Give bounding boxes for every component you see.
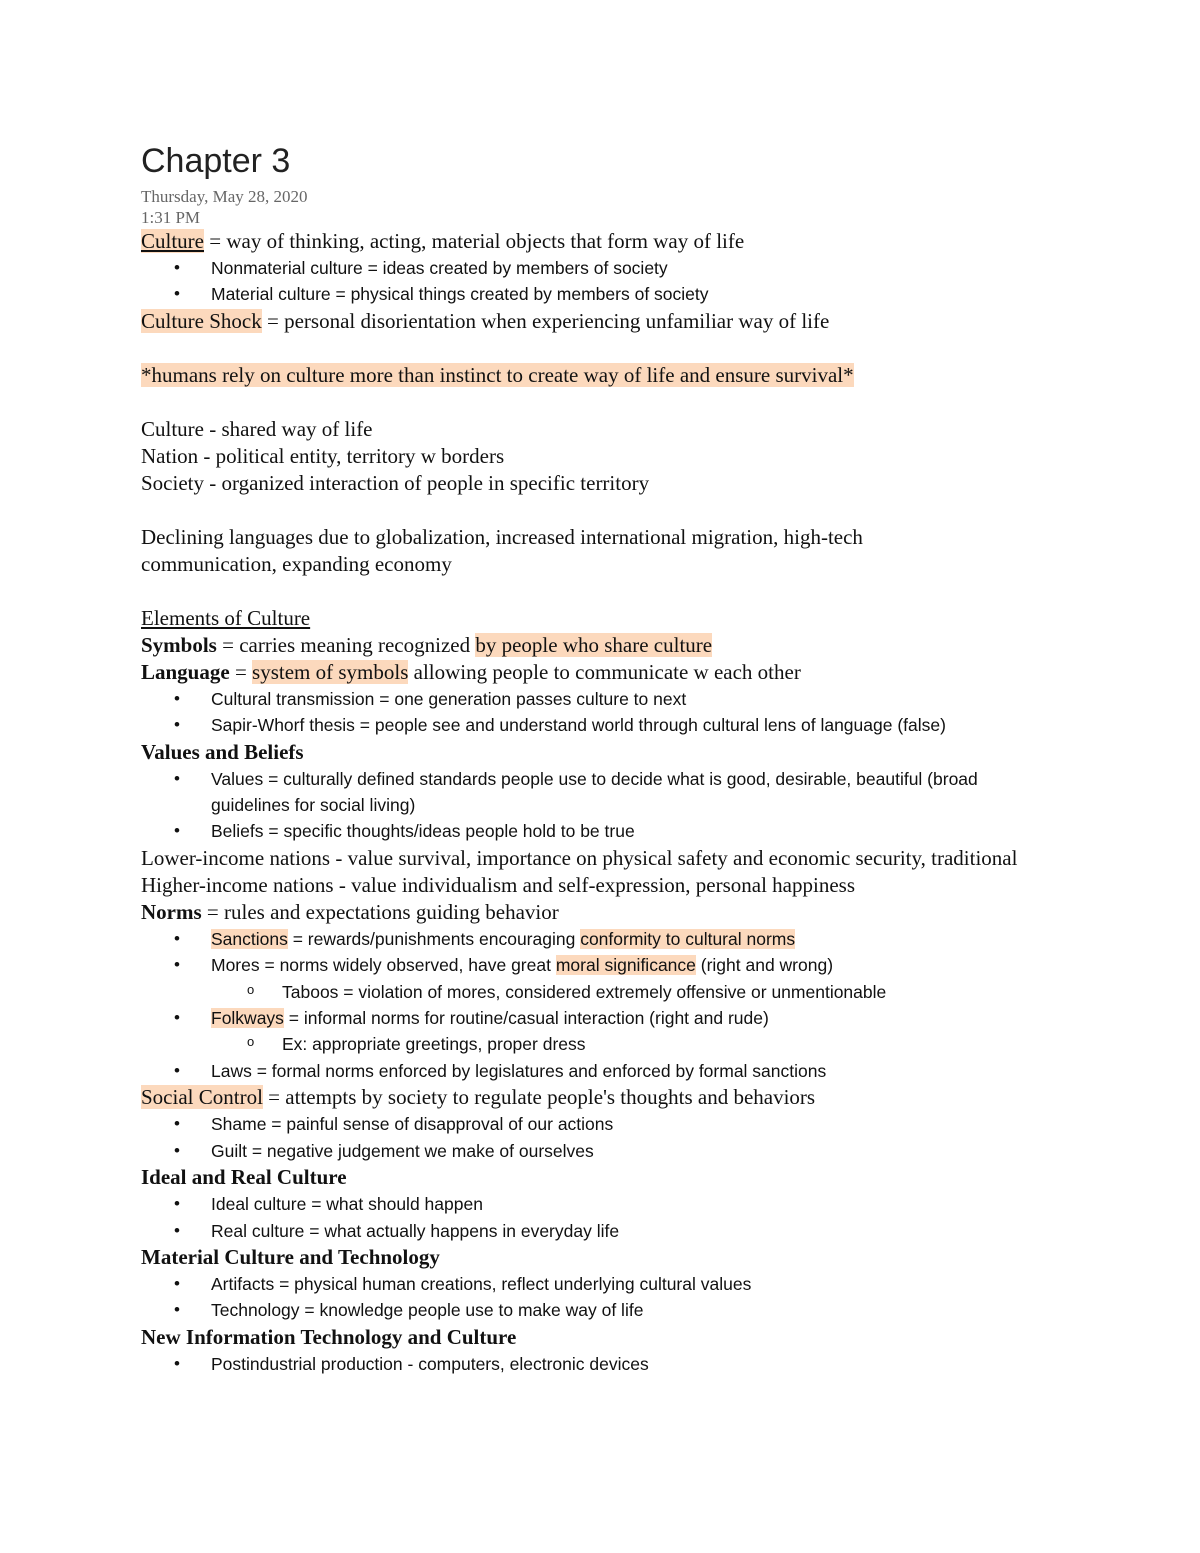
- symbols-highlight: by people who share culture: [475, 632, 713, 657]
- culture-shock-definition: [141, 308, 1141, 335]
- folkways-def: = informal norms for routine/casual interaction (right and rude): [283, 1008, 769, 1029]
- list-item: [141, 1005, 1141, 1031]
- culture-term: Culture: [141, 229, 204, 253]
- folkways-term: Folkways: [211, 1008, 284, 1029]
- sanctions-highlight: conformity to cultural norms: [580, 928, 796, 949]
- social-control-definition: [141, 1084, 1141, 1111]
- culture-definition: [141, 228, 1141, 255]
- list-item: • Artifacts = physical human creations, reflect underlying cultural values: [141, 1271, 1141, 1297]
- norms-term: Norms: [141, 899, 202, 924]
- list-item: • Real culture = what actually happens in everyday life: [141, 1218, 1141, 1244]
- norms-definition: [141, 899, 1141, 926]
- blank-line: [141, 578, 1141, 605]
- list-item: • Values = culturally defined standards people use to decide what is good, desirable, beautiful (broad guidelines for social living): [141, 766, 1051, 819]
- list-item: • Cultural transmission = one generation passes culture to next: [141, 686, 1141, 712]
- note-page: [141, 140, 1141, 1377]
- mores-highlight: moral significance: [555, 955, 696, 976]
- social-control-def: = attempts by society to regulate people's thoughts and behaviors: [262, 1085, 816, 1110]
- list-item: • Material culture = physical things created by members of society: [141, 281, 1141, 307]
- social-control-term: Social Control: [141, 1085, 263, 1110]
- culture-shock-def: = personal disorientation when experiencing unfamiliar way of life: [261, 308, 830, 333]
- note-date: Thursday, May 28, 2020: [141, 187, 308, 206]
- blank-line: [141, 497, 1141, 524]
- list-item: • Technology = knowledge people use to make way of life: [141, 1297, 1141, 1323]
- mores-def-a: Mores = norms widely observed, have great: [211, 955, 556, 976]
- material-heading: Material Culture and Technology: [141, 1244, 440, 1269]
- language-def-b: allowing people to communicate w each other: [408, 659, 801, 684]
- elements-heading: Elements of Culture: [141, 605, 311, 630]
- culture-def: = way of thinking, acting, material objects that form way of life: [204, 229, 745, 253]
- norms-def: = rules and expectations guiding behavior: [201, 899, 559, 924]
- def-nation: Nation - political entity, territory w borders: [141, 443, 505, 468]
- sanctions-def: = rewards/punishments encouraging: [287, 928, 581, 949]
- sub-list-item: o Ex: appropriate greetings, proper dress: [141, 1031, 1141, 1057]
- lower-income: Lower-income nations - value survival, importance on physical safety and economic security, traditional: [141, 845, 1018, 870]
- def-society: Society - organized interaction of people in specific territory: [141, 470, 650, 495]
- ideal-heading: Ideal and Real Culture: [141, 1165, 347, 1190]
- sanctions-term: Sanctions: [211, 928, 288, 949]
- list-item: • Sapir-Whorf thesis = people see and understand world through cultural lens of language (false): [141, 712, 1141, 738]
- symbols-def: = carries meaning recognized: [216, 632, 476, 657]
- list-item: • Beliefs = specific thoughts/ideas people hold to be true: [141, 818, 1141, 844]
- symbols-definition: [141, 632, 1141, 659]
- list-item: • Ideal culture = what should happen: [141, 1191, 1141, 1217]
- def-culture: Culture - shared way of life: [141, 416, 373, 441]
- list-item: • Laws = formal norms enforced by legislatures and enforced by formal sanctions: [141, 1058, 1141, 1084]
- language-definition: [141, 659, 1141, 686]
- language-highlight: system of symbols: [252, 659, 409, 684]
- language-def-a: =: [229, 659, 253, 684]
- list-item: • Nonmaterial culture = ideas created by members of society: [141, 255, 1141, 281]
- list-item: • Shame = painful sense of disapproval of our actions: [141, 1111, 1141, 1137]
- newinfo-heading: New Information Technology and Culture: [141, 1324, 517, 1349]
- declining-languages: Declining languages due to globalization, increased international migration, high-tech communication, expanding economy: [141, 524, 863, 576]
- blank-line: [141, 335, 1141, 362]
- list-item: [141, 926, 1141, 952]
- culture-shock-term: Culture Shock: [141, 308, 262, 333]
- values-heading: Values and Beliefs: [141, 739, 304, 764]
- page-title: Chapter 3: [141, 142, 291, 180]
- list-item: • Postindustrial production - computers, electronic devices: [141, 1351, 1141, 1377]
- symbols-term: Symbols: [141, 632, 217, 657]
- list-item: • Guilt = negative judgement we make of ourselves: [141, 1138, 1141, 1164]
- sub-list-item: o Taboos = violation of mores, considered extremely offensive or unmentionable: [141, 979, 1141, 1005]
- humans-note-line: [141, 362, 1141, 389]
- note-time: 1:31 PM: [141, 208, 201, 227]
- language-term: Language: [141, 659, 230, 684]
- higher-income: Higher-income nations - value individualism and self-expression, personal happiness: [141, 872, 855, 897]
- mores-def-b: (right and wrong): [695, 955, 834, 976]
- humans-note: *humans rely on culture more than instinct to create way of life and ensure survival*: [141, 362, 854, 387]
- list-item: [141, 952, 1141, 978]
- blank-line: [141, 389, 1141, 416]
